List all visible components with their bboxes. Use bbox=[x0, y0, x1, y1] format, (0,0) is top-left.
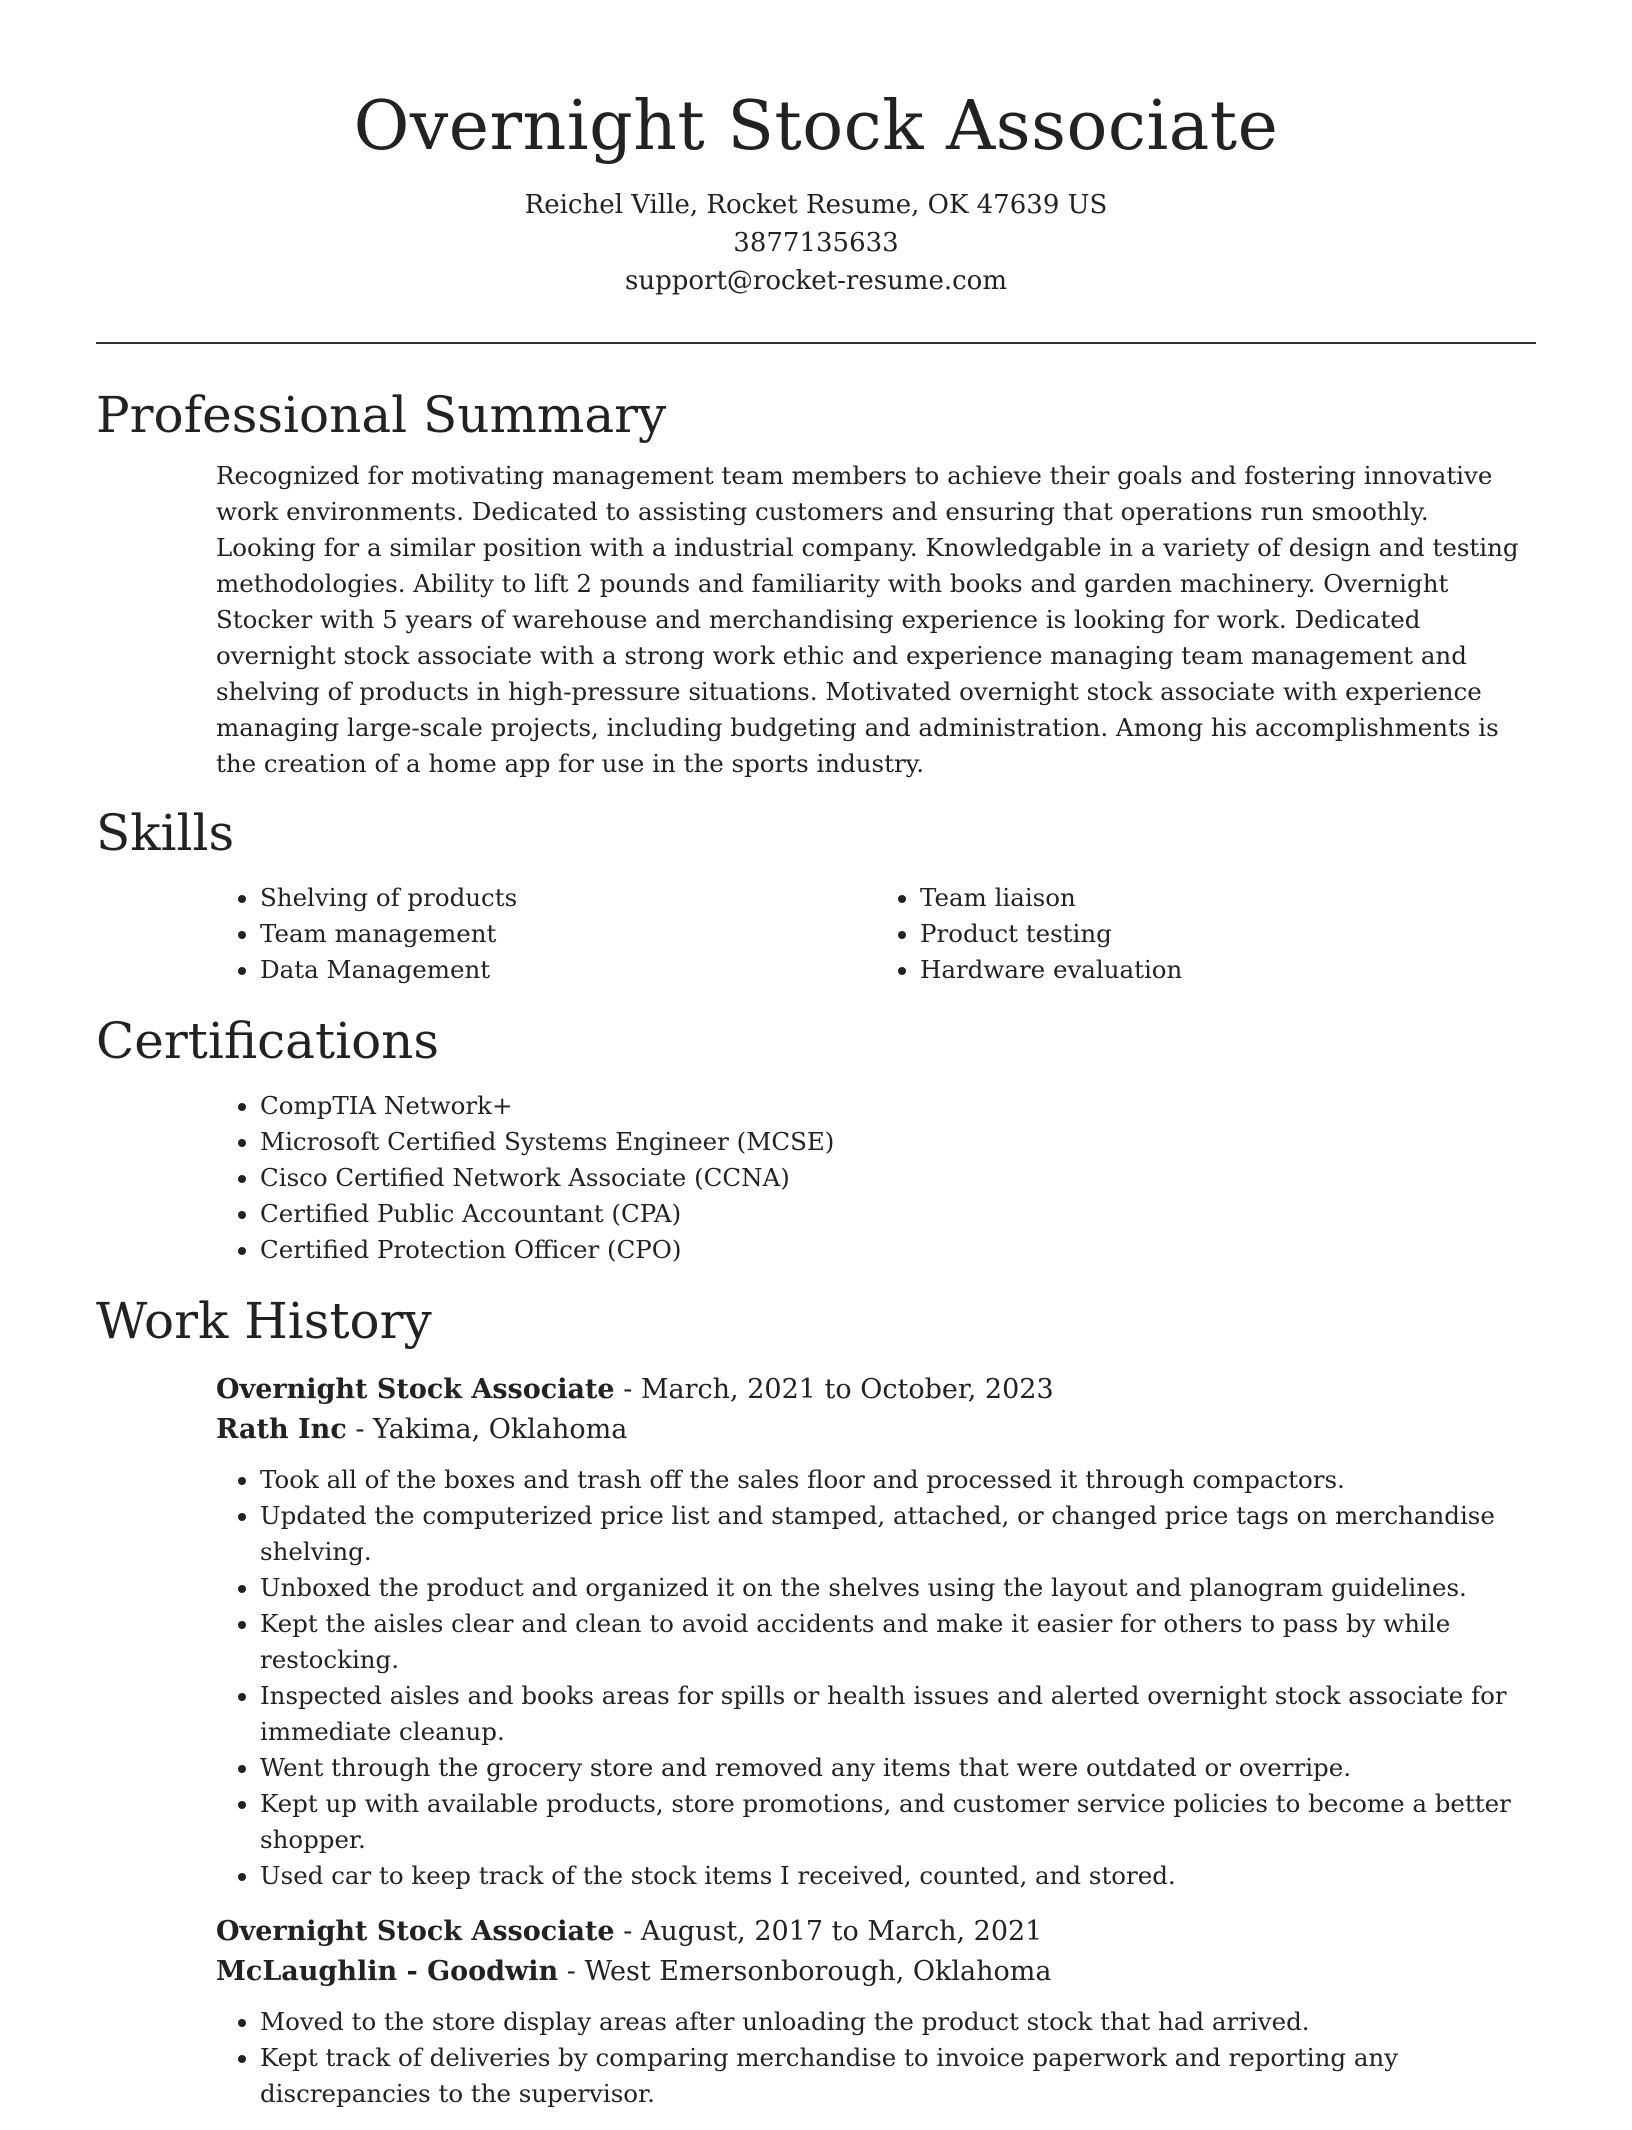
skill-item: • Data Management bbox=[260, 952, 876, 988]
job-bullet: • Inspected aisles and books areas for spills or health issues and alerted overnight stock associate for immediate cleanup. bbox=[260, 1678, 1536, 1750]
skill-item: • Product testing bbox=[920, 916, 1536, 952]
email: support@rocket-resume.com bbox=[624, 266, 1007, 296]
job-company-line bbox=[216, 1952, 1536, 1992]
job-title-line bbox=[216, 1370, 1536, 1410]
candidate-title: Overnight Stock Associate bbox=[353, 87, 1279, 166]
job-location: - West Emersonborough, Oklahoma bbox=[558, 1956, 1052, 1987]
job-company-line bbox=[216, 1410, 1536, 1450]
certifications-heading: Certifications bbox=[96, 1012, 440, 1070]
certifications-section bbox=[96, 1006, 1536, 1268]
work-history-section bbox=[96, 1286, 1536, 2112]
certification-item: • Microsoft Certified Systems Engineer (MCSE) bbox=[260, 1124, 1536, 1160]
job-bullet: • Took all of the boxes and trash off the sales floor and processed it through compactors. bbox=[260, 1462, 1536, 1498]
phone: 3877135633 bbox=[733, 228, 899, 258]
job-entry bbox=[216, 1370, 1536, 1894]
job-bullet: • Kept track of deliveries by comparing merchandise to invoice paperwork and reporting any discrepancies to the supervisor. bbox=[260, 2040, 1536, 2112]
skills-columns bbox=[216, 880, 1536, 988]
job-title: Overnight Stock Associate bbox=[216, 1374, 615, 1405]
job-bullet: • Unboxed the product and organized it on the shelves using the layout and planogram guidelines. bbox=[260, 1570, 1536, 1606]
job-dates: - August, 2017 to March, 2021 bbox=[614, 1916, 1043, 1947]
skills-list-right bbox=[876, 880, 1536, 988]
certification-item: • Certified Public Accountant (CPA) bbox=[260, 1196, 1536, 1232]
job-dates: - March, 2021 to October, 2023 bbox=[614, 1374, 1054, 1405]
work-history-heading: Work History bbox=[96, 1292, 432, 1350]
job-title: Overnight Stock Associate bbox=[216, 1916, 615, 1947]
skills-heading: Skills bbox=[96, 804, 235, 862]
job-company: Rath Inc bbox=[216, 1414, 347, 1445]
header-divider bbox=[96, 342, 1536, 344]
summary-text: Recognized for motivating management team members to achieve their goals and fostering innovative work environments. Dedicated to assisting customers and ensuring that operations run smoothly. Looking for a similar position with a industrial company. Knowledgable in a variety of design and testing methodologies. Ability to lift 2 pounds and familiarity with books and garden machinery. Overnight Stocker with 5 years of warehouse and merchandising experience is looking for work. Dedicated overnight stock associate with a strong work ethic and experience managing team management and shelving of products in high-pressure situations. Motivated overnight stock associate with experience managing large-scale projects, including budgeting and administration. Among his accomplishments is the creation of a home app for use in the sports industry. bbox=[216, 461, 1519, 778]
address: Reichel Ville, Rocket Resume, OK 47639 US bbox=[524, 190, 1108, 220]
certification-item: • Certified Protection Officer (CPO) bbox=[260, 1232, 1536, 1268]
job-bullets bbox=[216, 2004, 1536, 2112]
contact-info bbox=[0, 186, 1632, 300]
job-company: McLaughlin - Goodwin bbox=[216, 1956, 559, 1987]
resume-content bbox=[96, 380, 1536, 2130]
certification-item: • CompTIA Network+ bbox=[260, 1088, 1536, 1124]
skill-item: • Shelving of products bbox=[260, 880, 876, 916]
job-bullet: • Kept up with available products, store promotions, and customer service policies to become a better shopper. bbox=[260, 1786, 1536, 1858]
job-bullet: • Went through the grocery store and removed any items that were outdated or overripe. bbox=[260, 1750, 1536, 1786]
job-bullets bbox=[216, 1462, 1536, 1894]
skills-list-left bbox=[216, 880, 876, 988]
job-title-line bbox=[216, 1912, 1536, 1952]
skill-item: • Team management bbox=[260, 916, 876, 952]
certification-item: • Cisco Certified Network Associate (CCNA) bbox=[260, 1160, 1536, 1196]
skill-item: • Team liaison bbox=[920, 880, 1536, 916]
job-location: - Yakima, Oklahoma bbox=[346, 1414, 628, 1445]
job-bullet: • Moved to the store display areas after unloading the product stock that had arrived. bbox=[260, 2004, 1536, 2040]
job-entry bbox=[216, 1912, 1536, 2112]
job-bullet: • Kept the aisles clear and clean to avoid accidents and make it easier for others to pass by while restocking. bbox=[260, 1606, 1536, 1678]
job-bullet: • Used car to keep track of the stock items I received, counted, and stored. bbox=[260, 1858, 1536, 1894]
summary-section bbox=[96, 380, 1536, 782]
skills-section bbox=[96, 798, 1536, 988]
summary-heading: Professional Summary bbox=[96, 386, 667, 444]
skill-item: • Hardware evaluation bbox=[920, 952, 1536, 988]
certifications-list bbox=[216, 1088, 1536, 1268]
job-bullet: • Updated the computerized price list and stamped, attached, or changed price tags on merchandise shelving. bbox=[260, 1498, 1536, 1570]
resume-header bbox=[0, 0, 1632, 300]
